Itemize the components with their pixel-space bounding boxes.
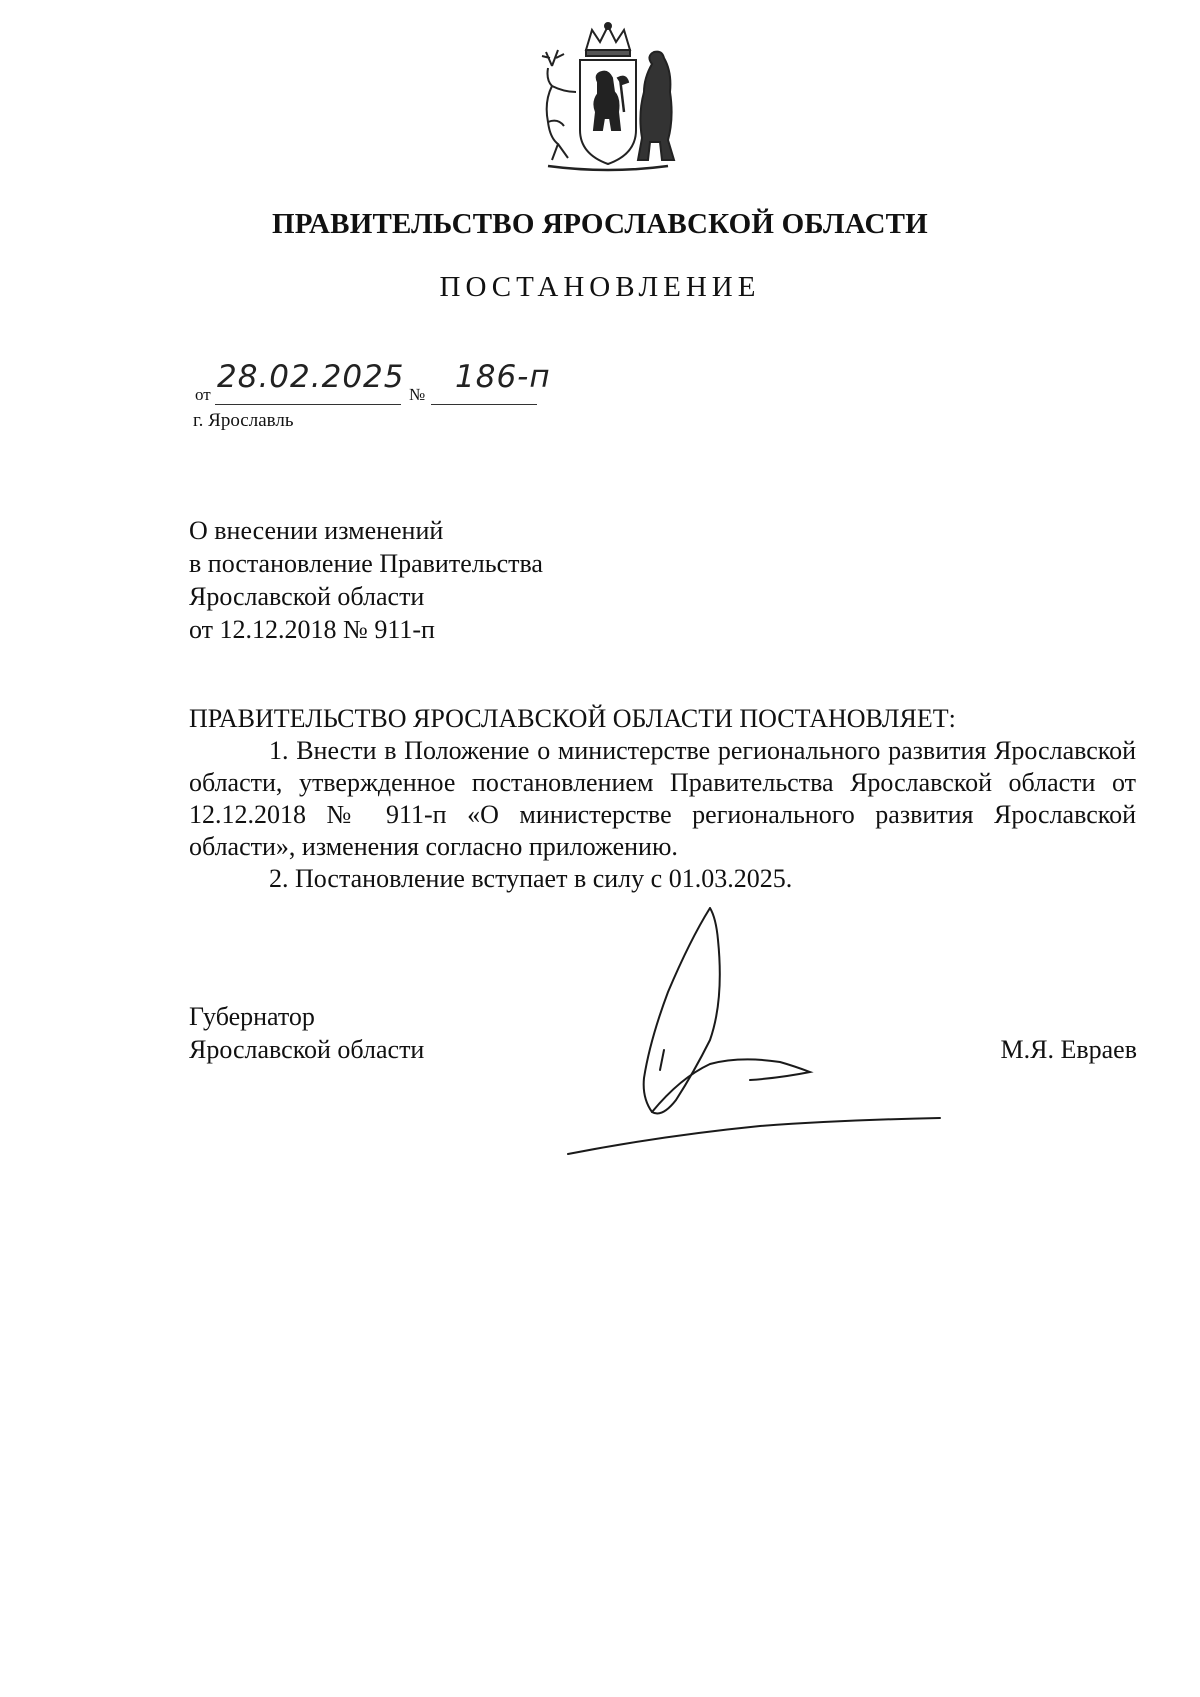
signer-position-line: Ярославской области: [189, 1035, 425, 1064]
subject-line: в постановление Правительства: [189, 549, 543, 578]
number-prefix: №: [409, 385, 426, 404]
registration-line: [187, 359, 567, 404]
signer-position: [189, 1000, 424, 1066]
document-body: [189, 703, 1136, 895]
resolution-lead: ПРАВИТЕЛЬСТВО ЯРОСЛАВСКОЙ ОБЛАСТИ ПОСТАНОВЛЯЕТ:: [189, 704, 956, 733]
document-subject: [189, 514, 543, 646]
date-prefix: от: [195, 385, 211, 404]
handwritten-number: 186-п: [455, 359, 551, 395]
date-underline: [215, 404, 401, 405]
document-type: ПОСТАНОВЛЕНИЕ: [439, 271, 761, 303]
city: г. Ярославль: [193, 410, 294, 431]
subject-line: Ярославской области: [189, 582, 425, 611]
yaroslavl-coat-of-arms-icon: [528, 22, 688, 182]
handwritten-date: 28.02.2025: [217, 359, 405, 395]
resolution-item: 2. Постановление вступает в силу с 01.03.2025.: [269, 864, 793, 893]
number-underline: [431, 404, 537, 405]
signer-position-line: Губернатор: [189, 1002, 315, 1031]
subject-line: от 12.12.2018 № 911-п: [189, 615, 435, 644]
government-title: ПРАВИТЕЛЬСТВО ЯРОСЛАВСКОЙ ОБЛАСТИ: [272, 208, 928, 240]
resolution-item: 1. Внести в Положение о министерстве регионального развития Ярославской области, утвержденное постановлением Правительства Ярославской области от 12.12.2018 № 911-п «О министерстве регионального развития Ярославской области», изменения согласно приложению.: [189, 736, 1136, 861]
handwritten-signature-icon: [540, 900, 970, 1180]
signer-name: М.Я. Евраев: [1000, 1035, 1137, 1064]
subject-line: О внесении изменений: [189, 516, 444, 545]
